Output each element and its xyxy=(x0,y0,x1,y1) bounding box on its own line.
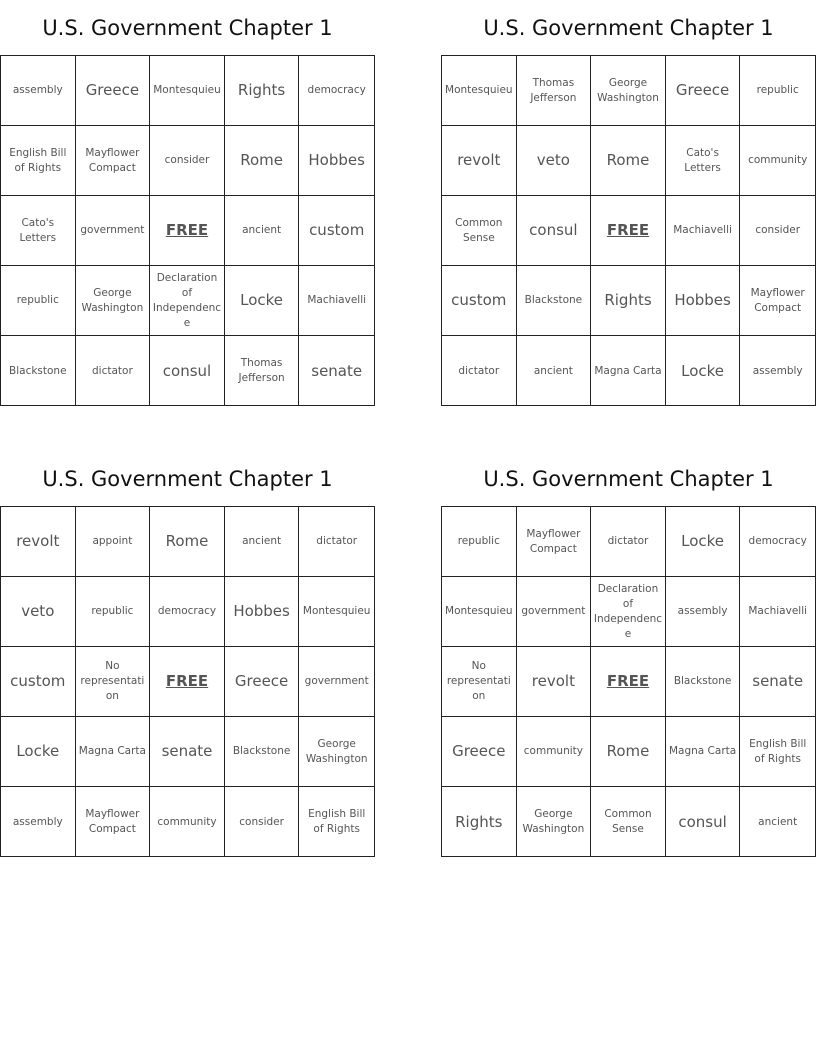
bingo-cell: senate xyxy=(150,717,225,787)
bingo-cell: government xyxy=(299,647,374,717)
card-title: U.S. Government Chapter 1 xyxy=(483,15,774,40)
bingo-cell: veto xyxy=(517,126,592,196)
bingo-cell: consul xyxy=(517,196,592,266)
bingo-cell: Machiavelli xyxy=(666,196,741,266)
bingo-cell: Thomas Jefferson xyxy=(225,336,300,406)
bingo-cell: revolt xyxy=(442,126,517,196)
bingo-cell: Common Sense xyxy=(591,787,666,857)
bingo-cell: consider xyxy=(225,787,300,857)
bingo-cell: Common Sense xyxy=(442,196,517,266)
bingo-cell: democracy xyxy=(740,507,815,577)
bingo-cell: Mayflower Compact xyxy=(740,266,815,336)
bingo-cell: republic xyxy=(76,577,151,647)
bingo-cell: Declaration of Independence xyxy=(150,266,225,336)
bingo-cell: dictator xyxy=(76,336,151,406)
bingo-cell: Blackstone xyxy=(1,336,76,406)
bingo-cell: Machiavelli xyxy=(740,577,815,647)
bingo-cell: English Bill of Rights xyxy=(1,126,76,196)
bingo-cell: Rome xyxy=(150,507,225,577)
bingo-cell: No representation xyxy=(76,647,151,717)
bingo-cell: Mayflower Compact xyxy=(76,126,151,196)
bingo-cell: Cato's Letters xyxy=(666,126,741,196)
bingo-cell: Hobbes xyxy=(666,266,741,336)
free-space-cell: FREE xyxy=(150,196,225,266)
bingo-cell: republic xyxy=(740,56,815,126)
bingo-cell: Rome xyxy=(591,717,666,787)
bingo-cell: Rome xyxy=(591,126,666,196)
bingo-cell: Blackstone xyxy=(666,647,741,717)
bingo-cell: Greece xyxy=(666,56,741,126)
bingo-cell: assembly xyxy=(1,787,76,857)
bingo-cell: ancient xyxy=(225,196,300,266)
bingo-cell: democracy xyxy=(299,56,374,126)
bingo-cell: George Washington xyxy=(299,717,374,787)
bingo-cell: George Washington xyxy=(517,787,592,857)
bingo-cell: republic xyxy=(442,507,517,577)
bingo-cell: custom xyxy=(1,647,76,717)
bingo-cell: assembly xyxy=(1,56,76,126)
bingo-card-1 xyxy=(0,0,375,406)
bingo-cell: community xyxy=(517,717,592,787)
bingo-cell: Locke xyxy=(666,336,741,406)
bingo-card-4 xyxy=(441,451,816,857)
bingo-cell: Greece xyxy=(76,56,151,126)
bingo-grid xyxy=(0,55,375,406)
bingo-cell: Declaration of Independence xyxy=(591,577,666,647)
bingo-cell: Mayflower Compact xyxy=(517,507,592,577)
bingo-cell: government xyxy=(76,196,151,266)
bingo-cell: senate xyxy=(311,361,363,380)
bingo-cell: consider xyxy=(740,196,815,266)
bingo-cell: consul xyxy=(150,336,225,406)
bingo-cell: Hobbes xyxy=(225,577,300,647)
bingo-cell: George Washington xyxy=(591,56,666,126)
bingo-cell: English Bill of Rights xyxy=(308,808,366,835)
bingo-cell: custom xyxy=(299,196,374,266)
bingo-cell: ancient xyxy=(758,815,798,828)
bingo-cell: senate xyxy=(740,647,815,717)
free-space-cell: FREE xyxy=(150,647,225,717)
bingo-cell: Hobbes xyxy=(299,126,374,196)
bingo-cell: democracy xyxy=(150,577,225,647)
bingo-cell: community xyxy=(150,787,225,857)
bingo-cell: Rights xyxy=(225,56,300,126)
bingo-cell: Montesquieu xyxy=(442,577,517,647)
bingo-cell: appoint xyxy=(76,507,151,577)
bingo-cell: republic xyxy=(1,266,76,336)
bingo-cell: revolt xyxy=(1,507,76,577)
free-space-cell: FREE xyxy=(591,196,666,266)
bingo-cell: veto xyxy=(1,577,76,647)
bingo-cell: Cato's Letters xyxy=(1,196,76,266)
bingo-cell: Rome xyxy=(225,126,300,196)
bingo-cell: ancient xyxy=(225,507,300,577)
free-space-cell: FREE xyxy=(591,647,666,717)
bingo-cell: dictator xyxy=(591,507,666,577)
bingo-cell: Thomas Jefferson xyxy=(517,56,592,126)
bingo-grid xyxy=(0,506,375,857)
bingo-cell: community xyxy=(740,126,815,196)
bingo-cell: English Bill of Rights xyxy=(740,717,815,787)
bingo-cell: Machiavelli xyxy=(299,266,374,336)
card-title: U.S. Government Chapter 1 xyxy=(42,466,333,491)
bingo-cell: No representation xyxy=(442,647,517,717)
bingo-cell: consul xyxy=(666,787,741,857)
bingo-cell: Greece xyxy=(442,717,517,787)
bingo-cell: Rights xyxy=(591,266,666,336)
bingo-cell: Montesquieu xyxy=(442,56,517,126)
bingo-cell: assembly xyxy=(666,577,741,647)
bingo-cell: consider xyxy=(150,126,225,196)
bingo-cell: Greece xyxy=(225,647,300,717)
bingo-cell: Locke xyxy=(666,507,741,577)
bingo-cell: Magna Carta xyxy=(76,717,151,787)
bingo-cell: Rights xyxy=(442,787,517,857)
bingo-cell: Mayflower Compact xyxy=(76,787,151,857)
bingo-cell: Blackstone xyxy=(517,266,592,336)
bingo-cell: Locke xyxy=(225,266,300,336)
bingo-cell: custom xyxy=(442,266,517,336)
bingo-grid xyxy=(441,506,816,857)
bingo-cell: Magna Carta xyxy=(591,336,666,406)
bingo-cell: Montesquieu xyxy=(299,577,374,647)
bingo-cell: Magna Carta xyxy=(666,717,741,787)
bingo-card-3 xyxy=(0,451,375,857)
bingo-cell: Montesquieu xyxy=(150,56,225,126)
bingo-cell: dictator xyxy=(299,507,374,577)
bingo-cell: Locke xyxy=(1,717,76,787)
bingo-cell: assembly xyxy=(752,364,803,377)
bingo-cell: dictator xyxy=(442,336,517,406)
bingo-cell: government xyxy=(517,577,592,647)
bingo-cell: revolt xyxy=(517,647,592,717)
bingo-cell: Blackstone xyxy=(225,717,300,787)
card-title: U.S. Government Chapter 1 xyxy=(483,466,774,491)
card-title: U.S. Government Chapter 1 xyxy=(42,15,333,40)
bingo-card-2 xyxy=(441,0,816,406)
bingo-cell: ancient xyxy=(517,336,592,406)
bingo-grid xyxy=(441,55,816,406)
bingo-cell: George Washington xyxy=(76,266,151,336)
